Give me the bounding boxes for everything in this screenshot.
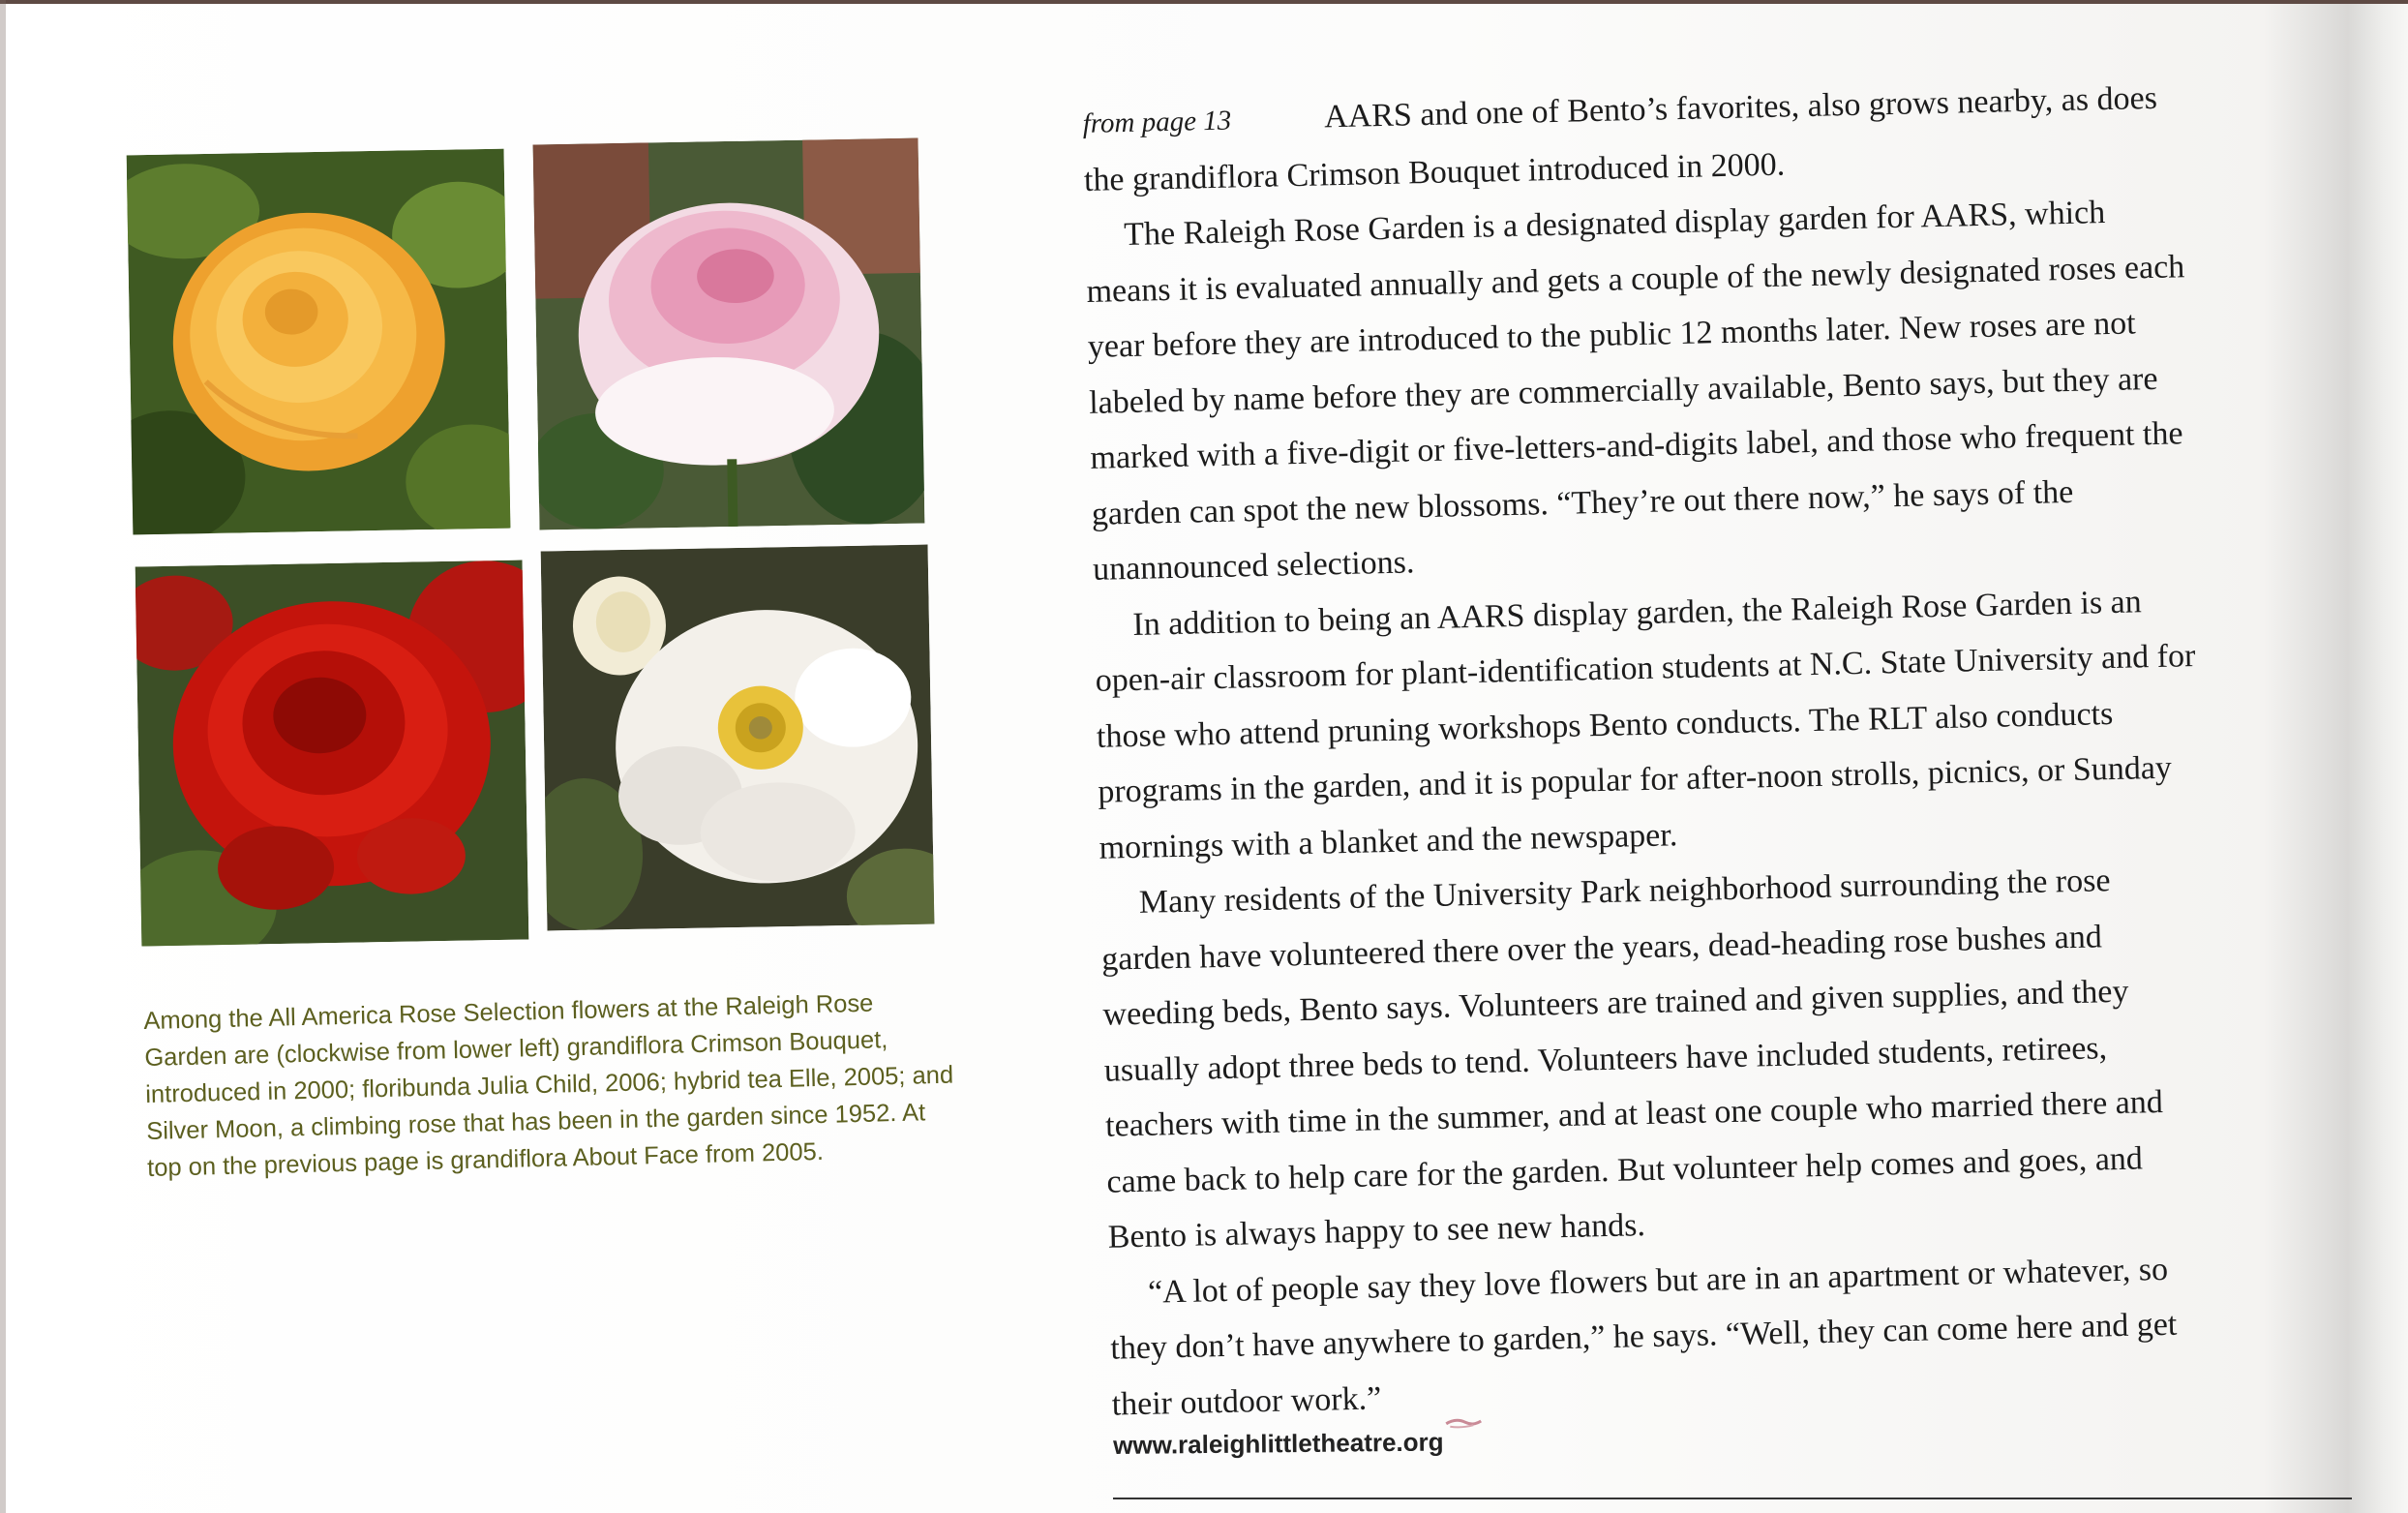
page-edge xyxy=(0,0,6,1513)
article-body xyxy=(1082,70,2215,1433)
continued-from-label: from page 13 xyxy=(1082,105,1232,139)
top-rule xyxy=(0,0,2408,4)
article-paragraph: Many residents of the University Park neighborhood surrounding the rose garden have volunteered there over the years, dead-heading rose bushes and weeding beds, Bento says. Volunteers are trained and given supplies, and they usually adopt three beds to tend. Volunteers have included students, retirees, teachers with time in the summer, and at least one couple who married there and came back to help care for the garden. But volunteer help comes and goes, and Bento is always happy to see new hands. xyxy=(1100,862,2164,1256)
paragraph-text: AARS and one of Bento’s favorites, also grows nearby, as does the grandiflora Crimson Bouquet introduced in 2000. xyxy=(1083,79,2158,198)
article-paragraph: In addition to being an AARS display garden, the Raleigh Rose Garden is an open-air classroom for plant-identification students at N.C. State University and for those who attend pruning workshops Bento conducts. The RLT also conducts programs in the garden, and it is popular for after-noon strolls, picnics, or Sunday mornings with a blanket and the newspaper. xyxy=(1095,583,2196,866)
yellow-rose-photo xyxy=(127,149,511,535)
bottom-rule xyxy=(1113,1498,2352,1499)
pink-rose-photo xyxy=(533,138,925,530)
footer-url: www.raleighlittletheatre.org xyxy=(1113,1427,1444,1460)
white-rose-photo xyxy=(541,545,935,931)
photo-caption: Among the All America Rose Selection flowers at the Raleigh Rose Garden are (clockwise from lower left) grandiflora Crimson Bouquet, introduced in 2000; floribunda Julia Child, 2006; hybrid tea Elle, 2005; and Silver Moon, a climbing rose that has been in the garden since 1952. At top on the previous page is grandiflora About Face from 2005. xyxy=(143,989,954,1182)
red-rose-photo xyxy=(135,560,529,947)
article-paragraph: The Raleigh Rose Garden is a designated display garden for AARS, which means it is evaluated annually and gets a couple of the newly designated roses each year before they are introduced to the public 12 months later. New roses are not labeled by name before they are commercially available, Bento says, but they are marked with a five-digit or five-letters-and-digits label, and those who frequent the garden can spot the new blossoms. “They’re out there now,” he says of the unannounced selections. xyxy=(1086,195,2185,588)
end-mark-icon xyxy=(1405,1393,1444,1407)
article-paragraph xyxy=(1108,1240,2215,1432)
paragraph-text: “A lot of people say they love flowers but are in an apartment or whatever, so they don’t have anywhere to garden,” he says. “Well, they can come here and get their outdoor work.” xyxy=(1109,1251,2178,1423)
